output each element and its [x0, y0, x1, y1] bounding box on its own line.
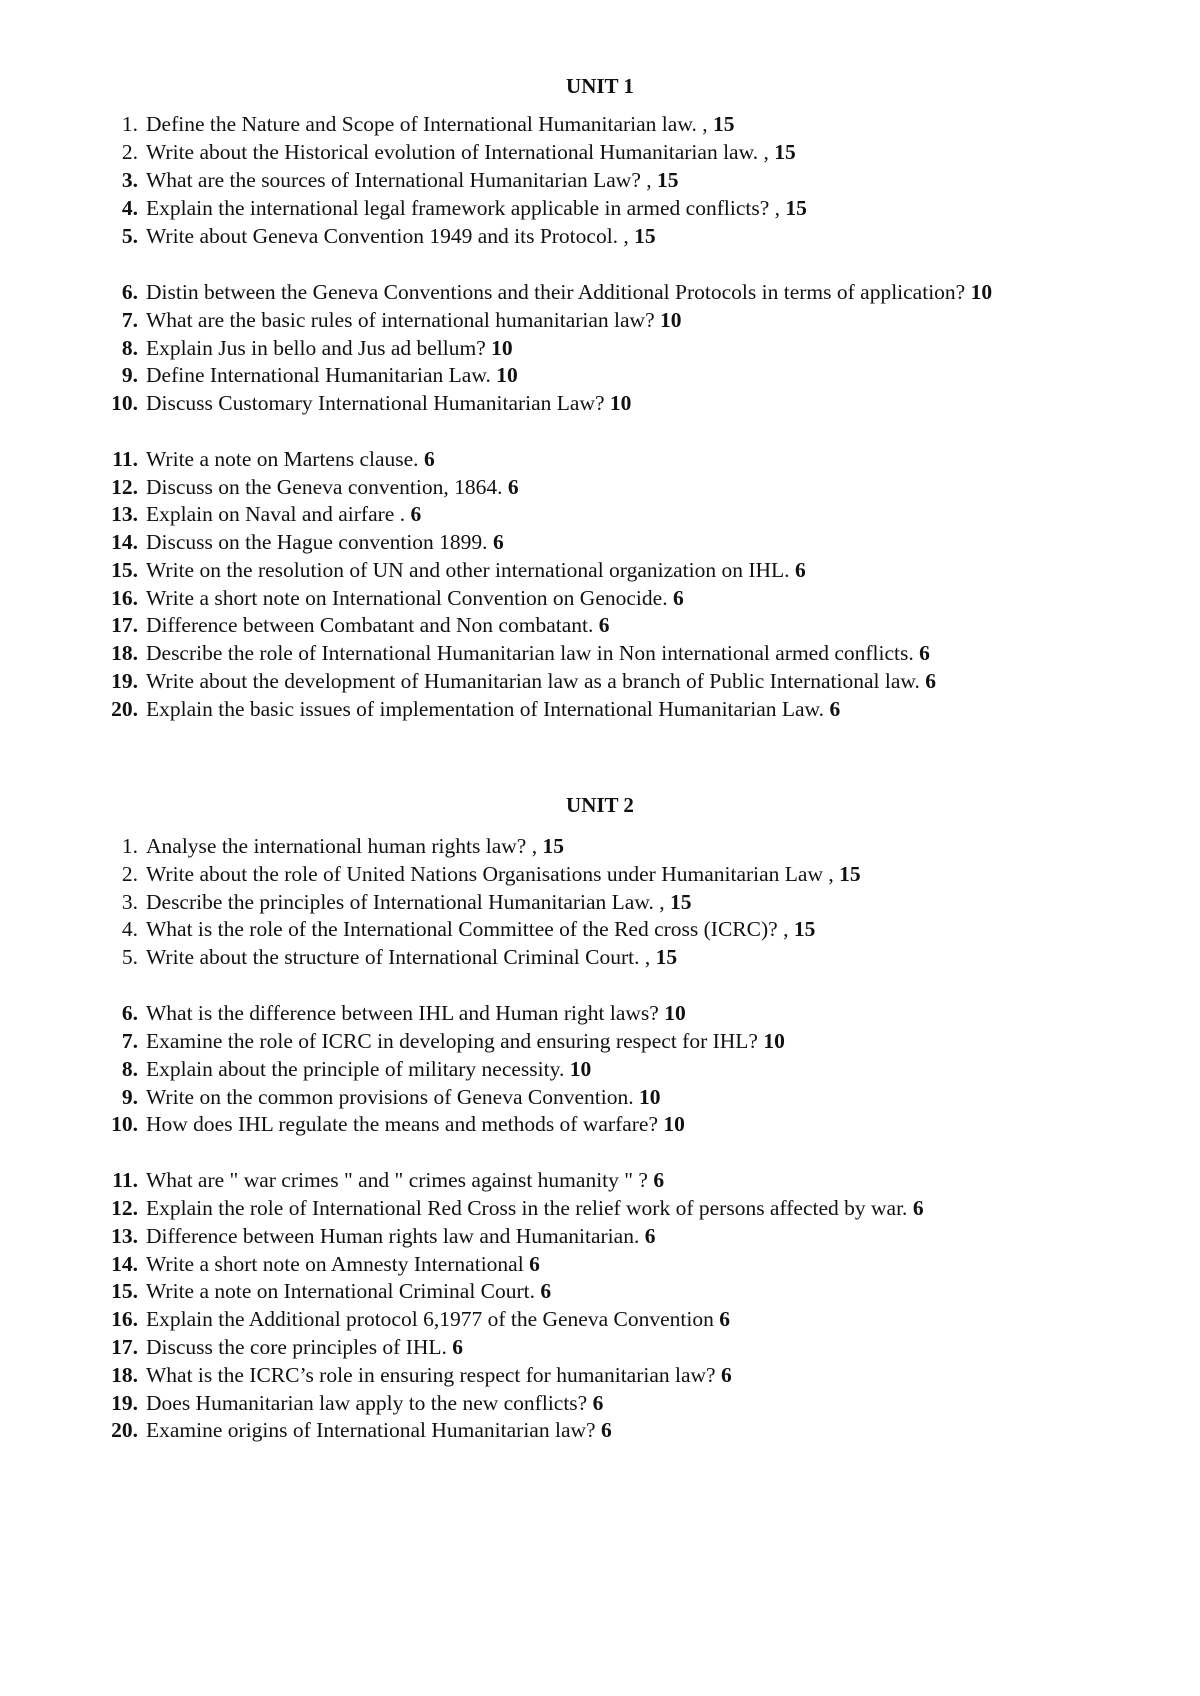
question-content	[146, 306, 682, 334]
question-content	[146, 1416, 612, 1444]
question-marks: 10	[638, 1085, 661, 1109]
question-text: Write a note on Martens clause.	[146, 447, 419, 471]
question-content	[146, 1027, 785, 1055]
question-content	[146, 1194, 924, 1222]
question-content	[146, 1389, 603, 1417]
question-content	[146, 639, 930, 667]
question-content	[146, 278, 992, 306]
question-text: Write a note on International Criminal Court.	[146, 1279, 536, 1303]
question-number: 13.	[111, 1224, 138, 1248]
question-content	[146, 138, 796, 166]
question-text: Examine the role of ICRC in developing and ensuring respect for IHL?	[146, 1029, 758, 1053]
question-number: 8.	[121, 1057, 138, 1081]
question-marks: 6	[925, 669, 936, 693]
question-number: 12.	[111, 475, 138, 499]
question-content	[146, 1333, 463, 1361]
question-text: How does IHL regulate the means and methods of warfare?	[146, 1112, 659, 1136]
question-marks: 10	[491, 336, 513, 360]
question-content	[146, 915, 815, 943]
question-number: 9.	[121, 1085, 138, 1109]
question-text: Write a short note on International Convention on Genocide.	[146, 586, 668, 610]
question-content	[146, 500, 421, 528]
question-marks: 6	[600, 1418, 612, 1442]
question-text: Write about the development of Humanitarian law as a branch of Public International law.	[146, 669, 920, 693]
question-text: Write about Geneva Convention 1949 and its Protocol. ,	[146, 224, 629, 248]
question-text: What are the basic rules of international humanitarian law?	[146, 308, 655, 332]
question-text: Define the Nature and Scope of International Humanitarian law. ,	[146, 112, 708, 136]
question-number: 18.	[111, 641, 138, 665]
question-text: Write about the Historical evolution of International Humanitarian law. ,	[146, 140, 769, 164]
question-text: Describe the role of International Humanitarian law in Non international armed conflicts.	[146, 641, 914, 665]
question-number: 16.	[111, 1307, 138, 1331]
question-number: 1.	[121, 112, 138, 136]
question-marks: 10	[569, 1057, 592, 1081]
question-marks: 6	[829, 697, 841, 721]
question-content	[146, 528, 504, 556]
question-content	[146, 1055, 591, 1083]
question-content	[146, 110, 734, 138]
question-text: Write about the role of United Nations Organisations under Humanitarian Law ,	[146, 862, 834, 886]
question-marks: 15	[839, 862, 861, 886]
question-content	[146, 584, 684, 612]
question-marks: 6	[529, 1252, 540, 1276]
question-text: Explain the Additional protocol 6,1977 of the Geneva Convention	[146, 1307, 714, 1331]
question-number: 4.	[121, 917, 138, 941]
question-text: What is the role of the International Committee of the Red cross (ICRC)? ,	[146, 917, 789, 941]
question-number: 8.	[121, 336, 138, 360]
question-content	[146, 1250, 540, 1278]
question-number: 14.	[111, 530, 138, 554]
question-number: 3.	[121, 890, 138, 914]
question-content	[146, 1277, 551, 1305]
question-marks: 15	[669, 890, 692, 914]
question-number: 10.	[111, 1112, 138, 1136]
question-marks: 15	[712, 112, 735, 136]
question-text: Write a short note on Amnesty International	[146, 1252, 524, 1276]
question-number: 3.	[121, 168, 138, 192]
question-marks: 6	[912, 1196, 924, 1220]
question-content	[146, 667, 936, 695]
question-text: What is the difference between IHL and Human right laws?	[146, 1001, 659, 1025]
question-content	[146, 1305, 730, 1333]
question-number: 20.	[111, 1418, 138, 1442]
question-content	[146, 445, 435, 473]
question-content	[146, 389, 631, 417]
question-marks: 6	[919, 641, 930, 665]
question-text: Explain about the principle of military necessity.	[146, 1057, 565, 1081]
question-marks: 15	[542, 834, 564, 858]
question-marks: 6	[720, 1363, 732, 1387]
question-number: 7.	[121, 308, 138, 332]
question-content	[146, 194, 807, 222]
question-text: Examine origins of International Humanitarian law?	[146, 1418, 596, 1442]
question-content	[146, 695, 840, 723]
question-marks: 6	[410, 502, 422, 526]
question-content	[146, 999, 686, 1027]
question-marks: 6	[507, 475, 519, 499]
question-content	[146, 832, 564, 860]
question-text: Describe the principles of International Humanitarian Law. ,	[146, 890, 665, 914]
question-content	[146, 166, 679, 194]
question-text: What is the ICRC’s role in ensuring respect for humanitarian law?	[146, 1363, 716, 1387]
question-number: 20.	[111, 697, 138, 721]
question-text: Define International Humanitarian Law.	[146, 363, 491, 387]
question-number: 2.	[121, 862, 138, 886]
question-marks: 15	[785, 196, 807, 220]
question-text: Write on the common provisions of Geneva Convention.	[146, 1085, 634, 1109]
question-text: Difference between Human rights law and Humanitarian.	[146, 1224, 640, 1248]
question-content	[146, 1222, 655, 1250]
question-text: What are the sources of International Humanitarian Law? ,	[146, 168, 652, 192]
question-content	[146, 888, 691, 916]
question-number: 7.	[121, 1029, 138, 1053]
question-number: 11.	[112, 1168, 138, 1192]
question-number: 10.	[111, 391, 138, 415]
question-text: Explain on Naval and airfare .	[146, 502, 406, 526]
question-marks: 6	[794, 558, 806, 582]
question-marks: 6	[423, 447, 435, 471]
question-text: Explain Jus in bello and Jus ad bellum?	[146, 336, 486, 360]
question-text: Does Humanitarian law apply to the new conflicts?	[146, 1391, 588, 1415]
question-marks: 6	[719, 1307, 730, 1331]
question-text: Analyse the international human rights law? ,	[146, 834, 538, 858]
question-number: 13.	[111, 502, 138, 526]
question-number: 15.	[111, 1279, 138, 1303]
question-text: What are " war crimes " and " crimes against humanity " ?	[146, 1168, 648, 1192]
question-text: Distin between the Geneva Conventions and their Additional Protocols in terms of application?	[146, 280, 966, 304]
question-number: 17.	[111, 613, 138, 637]
question-marks: 10	[609, 391, 632, 415]
question-marks: 15	[774, 140, 796, 164]
question-number: 15.	[111, 558, 138, 582]
question-marks: 10	[664, 1001, 686, 1025]
question-content	[146, 1361, 732, 1389]
question-text: Explain the international legal framework applicable in armed conflicts? ,	[146, 196, 780, 220]
question-content	[146, 1083, 660, 1111]
question-text: Write on the resolution of UN and other international organization on IHL.	[146, 558, 790, 582]
question-number: 1.	[121, 834, 138, 858]
question-marks: 15	[655, 945, 678, 969]
question-marks: 10	[763, 1029, 785, 1053]
question-content	[146, 556, 806, 584]
question-marks: 6	[598, 613, 610, 637]
question-marks: 6	[452, 1335, 464, 1359]
question-text: Discuss on the Geneva convention, 1864.	[146, 475, 503, 499]
question-number: 5.	[121, 945, 138, 969]
question-content	[146, 1166, 664, 1194]
question-number: 6.	[121, 1001, 138, 1025]
question-content	[146, 334, 513, 362]
question-content	[146, 361, 518, 389]
question-content	[146, 860, 861, 888]
question-marks: 10	[496, 363, 518, 387]
question-text: Write about the structure of International Criminal Court. ,	[146, 945, 651, 969]
question-number: 16.	[111, 586, 138, 610]
unit-title: UNIT 2	[566, 793, 634, 817]
question-marks: 10	[660, 308, 682, 332]
question-content	[146, 611, 609, 639]
question-marks: 15	[793, 917, 816, 941]
question-number: 19.	[111, 1391, 138, 1415]
question-content	[146, 1110, 685, 1138]
question-marks: 6	[540, 1279, 552, 1303]
question-number: 14.	[111, 1252, 138, 1276]
question-marks: 10	[970, 280, 993, 304]
question-number: 4.	[121, 196, 138, 220]
question-content	[146, 222, 656, 250]
question-number: 2.	[121, 140, 138, 164]
question-text: Discuss Customary International Humanitarian Law?	[146, 391, 605, 415]
question-marks: 6	[492, 530, 504, 554]
question-marks: 6	[644, 1224, 656, 1248]
question-text: Discuss on the Hague convention 1899.	[146, 530, 488, 554]
question-marks: 15	[634, 224, 656, 248]
question-marks: 6	[653, 1168, 665, 1192]
question-marks: 10	[663, 1112, 685, 1136]
question-marks: 6	[592, 1391, 604, 1415]
question-number: 9.	[121, 363, 138, 387]
question-number: 6.	[121, 280, 138, 304]
question-number: 11.	[112, 447, 138, 471]
question-marks: 15	[657, 168, 679, 192]
question-text: Explain the role of International Red Cross in the relief work of persons affected by war.	[146, 1196, 908, 1220]
question-content	[146, 473, 519, 501]
question-number: 5.	[121, 224, 138, 248]
question-number: 17.	[111, 1335, 138, 1359]
question-text: Discuss the core principles of IHL.	[146, 1335, 447, 1359]
question-number: 12.	[111, 1196, 138, 1220]
question-number: 19.	[111, 669, 138, 693]
question-marks: 6	[672, 586, 684, 610]
unit-title: UNIT 1	[566, 74, 634, 98]
question-content	[146, 943, 677, 971]
question-text: Explain the basic issues of implementation of International Humanitarian Law.	[146, 697, 825, 721]
question-text: Difference between Combatant and Non combatant.	[146, 613, 594, 637]
question-number: 18.	[111, 1363, 138, 1387]
